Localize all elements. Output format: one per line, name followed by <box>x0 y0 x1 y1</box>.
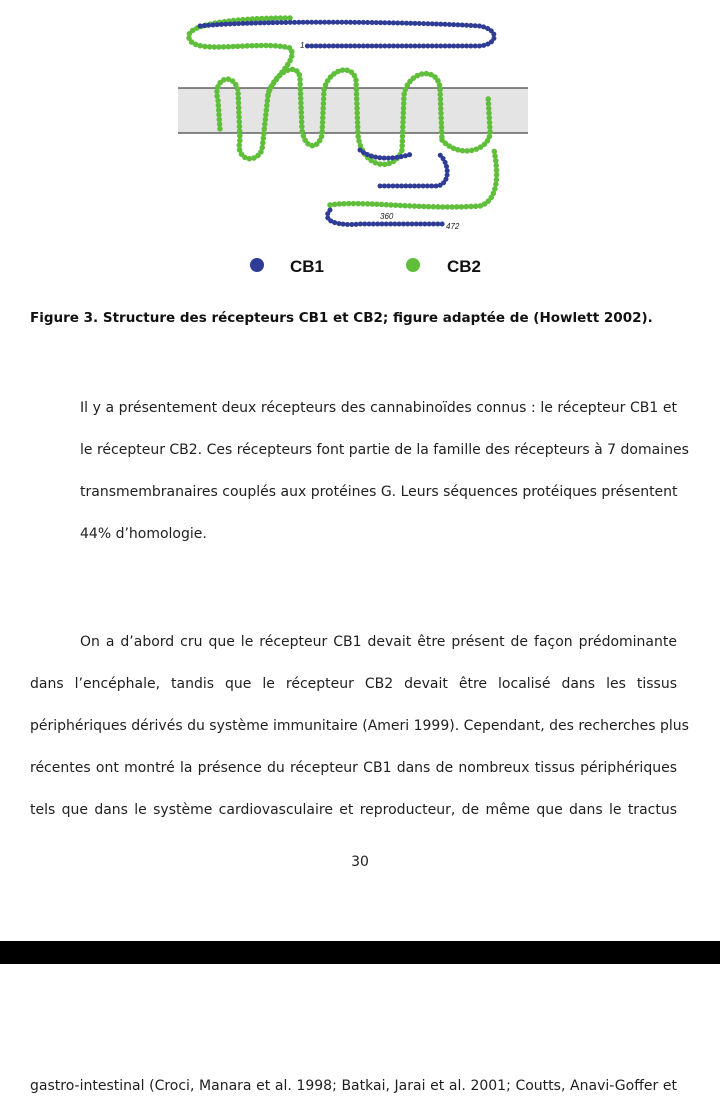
paragraph-2-line-4: récentes ont montré la présence du récepteur CB1 dans de nombreux tissus périphériques <box>30 760 677 776</box>
next-page-line-1: gastro-intestinal (Croci, Manara et al. 1998; Batkai, Jarai et al. 2001; Coutts, Anavi-Goffer et <box>30 1078 677 1094</box>
residue-label-1: 1 <box>300 41 305 50</box>
paragraph-2-line-5: tels que dans le système cardiovasculaire et reproducteur, de même que dans le tractus <box>30 802 677 818</box>
paragraph-1-line-3: transmembranaires couplés aux protéines G. Leurs séquences protéiques présentent <box>80 484 678 500</box>
paragraph-1-line-4: 44% d’homologie. <box>80 526 207 542</box>
figure-caption: Figure 3. Structure des récepteurs CB1 et CB2; figure adaptée de (Howlett 2002). <box>30 310 653 326</box>
residue-label-360: 360 <box>380 212 394 221</box>
residue-label-472: 472 <box>446 222 460 231</box>
paragraph-1-line-1: Il y a présentement deux récepteurs des cannabinoïdes connus : le récepteur CB1 et <box>80 400 677 416</box>
paragraph-1-line-2: le récepteur CB2. Ces récepteurs font partie de la famille des récepteurs à 7 domaines <box>80 442 689 458</box>
paragraph-2-line-3: périphériques dérivés du système immunitaire (Ameri 1999). Cependant, des recherches plus <box>30 718 689 734</box>
paragraph-2-line-2: dans l’encéphale, tandis que le récepteur CB2 devait être localisé dans les tissus <box>30 676 677 692</box>
legend-label-cb2: CB2 <box>447 257 482 276</box>
page-number: 30 <box>351 854 369 870</box>
paragraph-2-line-1: On a d’abord cru que le récepteur CB1 devait être présent de façon prédominante <box>80 634 677 650</box>
legend-label-cb1: CB1 <box>290 257 325 276</box>
